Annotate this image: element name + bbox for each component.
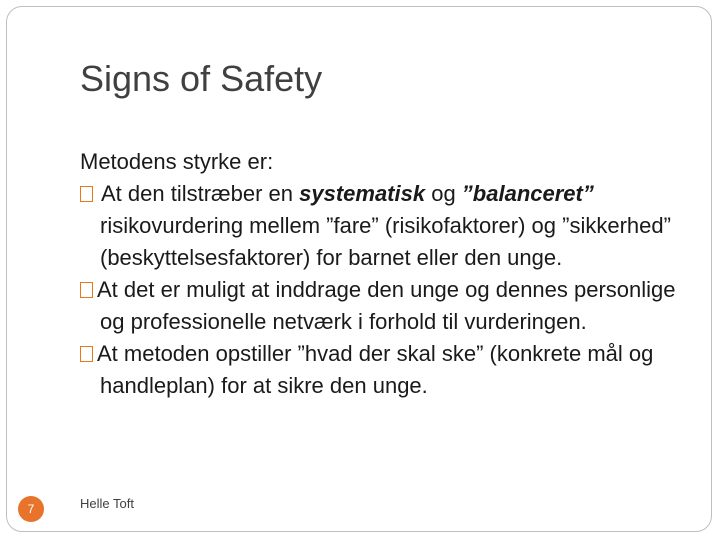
bullet-1-emphasis-systematic: systematisk <box>299 181 426 206</box>
intro-text: Metodens styrke er: <box>80 149 274 174</box>
bullet-2-text: At det er muligt at inddrage den unge og dennes personlige og professionelle netværk i forhold til vurderingen. <box>97 277 676 334</box>
bullet-item-3 <box>80 338 700 402</box>
slide-body <box>80 146 700 402</box>
checkbox-bullet-icon <box>80 282 93 298</box>
checkbox-bullet-icon <box>80 186 93 202</box>
footer-author: Helle Toft <box>80 496 134 511</box>
bullet-1-emphasis-balanced: ”balanceret” <box>461 181 594 206</box>
bullet-3-text: At metoden opstiller ”hvad der skal ske” (konkrete mål og handleplan) for at sikre den unge. <box>97 341 654 398</box>
slide-number-badge: 7 <box>18 496 44 522</box>
slide-title: Signs of Safety <box>80 58 323 99</box>
bullet-1-text-b: og <box>425 181 462 206</box>
bullet-1-text-c: risikovurdering mellem ”fare” (risikofaktorer) og ”sikkerhed” (beskyttelsesfaktorer) for barnet eller den unge. <box>100 213 671 270</box>
checkbox-bullet-icon <box>80 346 93 362</box>
bullet-item-2 <box>80 274 700 338</box>
bullet-1-text-a: At den tilstræber en <box>101 181 300 206</box>
bullet-item-1 <box>80 178 700 274</box>
